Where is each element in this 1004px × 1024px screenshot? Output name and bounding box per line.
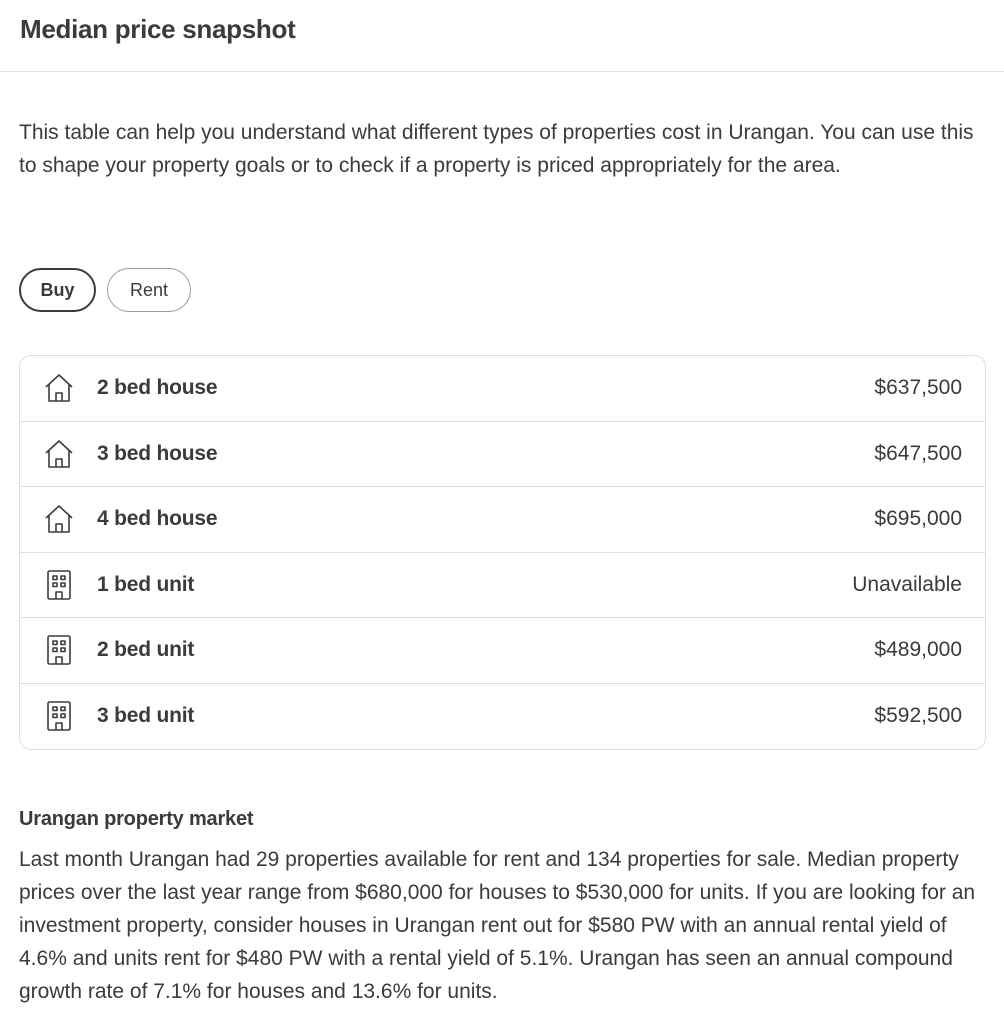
- table-row: [20, 356, 985, 422]
- row-label: 4 bed house: [97, 507, 218, 531]
- buy-toggle-button[interactable]: Buy: [19, 268, 96, 312]
- market-summary-text: Last month Urangan had 29 properties available for rent and 134 properties for sale. Median property prices over the last year range from $680,000 for houses to $530,000 for units. If you are looking for an investment property, consider houses in Urangan rent out for $580 PW with an annual rental yield of 4.6% and units rent for $480 PW with a rental yield of 5.1%. Urangan has seen an annual compound growth rate of 7.1% for houses and 13.6% for units.: [19, 848, 976, 1003]
- table-row: [20, 553, 985, 619]
- row-value: $489,000: [874, 638, 962, 662]
- intro-text: This table can help you understand what different types of properties cost in Urangan. You can use this to shape your property goals or to check if a property is priced appropriately for the area.: [19, 121, 974, 177]
- apartment-building-icon: [43, 569, 75, 601]
- house-icon: [43, 372, 75, 404]
- row-value: $637,500: [874, 376, 962, 400]
- table-row: [20, 487, 985, 553]
- row-label: 3 bed unit: [97, 704, 195, 728]
- rent-toggle-button[interactable]: Rent: [107, 268, 191, 312]
- house-icon: [43, 438, 75, 470]
- row-label: 2 bed house: [97, 376, 218, 400]
- house-icon: [43, 503, 75, 535]
- row-value: $592,500: [874, 704, 962, 728]
- row-label: 1 bed unit: [97, 572, 195, 596]
- row-value: $647,500: [874, 441, 962, 465]
- row-label: 2 bed unit: [97, 638, 195, 662]
- row-value: $695,000: [874, 507, 962, 531]
- apartment-building-icon: [43, 700, 75, 732]
- table-row: [20, 684, 985, 750]
- table-row: [20, 618, 985, 684]
- table-row: [20, 422, 985, 488]
- buy-rent-toggle-group: [19, 268, 191, 312]
- market-section-title: Urangan property market: [19, 808, 254, 830]
- median-price-table: [19, 355, 986, 750]
- page-title: Median price snapshot: [20, 14, 296, 44]
- row-value: Unavailable: [852, 572, 962, 596]
- section-header: [0, 0, 1004, 72]
- apartment-building-icon: [43, 634, 75, 666]
- row-label: 3 bed house: [97, 441, 218, 465]
